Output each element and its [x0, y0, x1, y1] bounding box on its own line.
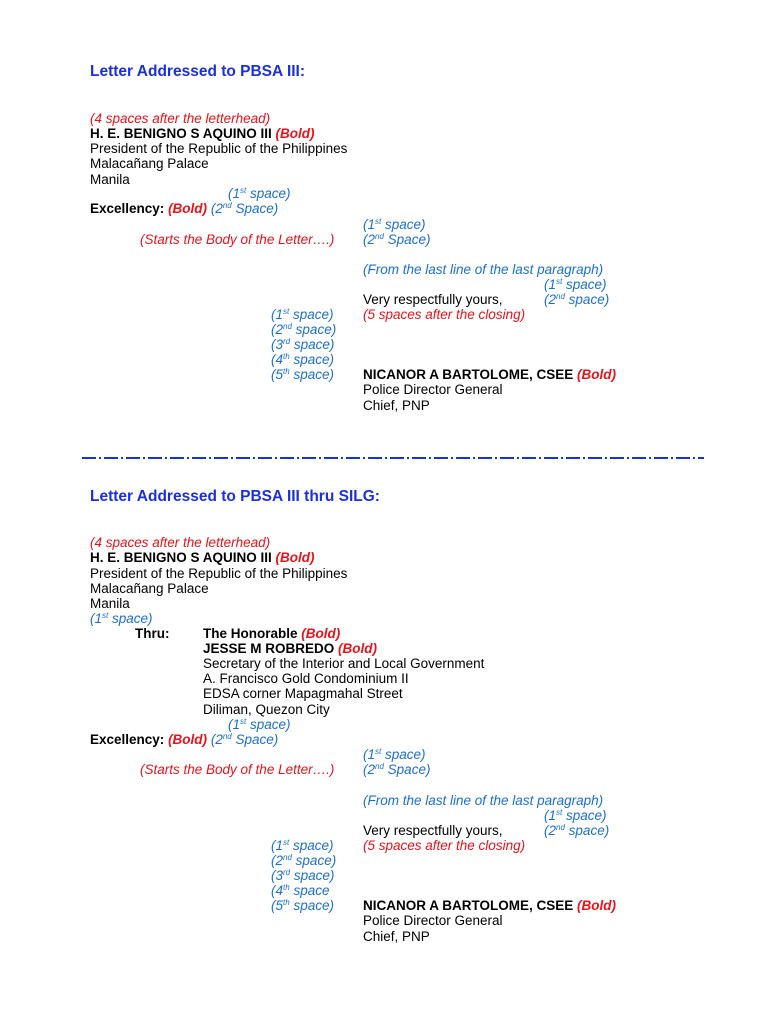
address-line1: Malacañang Palace: [90, 581, 209, 596]
closing-spaces-note: (5 spaces after the closing): [363, 838, 526, 853]
bold-marker: (Bold): [577, 898, 617, 913]
letterhead-note: (4 spaces after the letterhead): [90, 535, 271, 550]
bold-marker: (Bold): [301, 626, 341, 641]
space-note: (5th space): [271, 898, 334, 913]
closing: Very respectfully yours,: [363, 292, 503, 307]
salutation-line: [90, 732, 278, 747]
closing-note: (From the last line of the last paragraph): [363, 262, 604, 277]
bold-marker: (Bold): [275, 550, 315, 565]
space-note: (2nd space): [271, 853, 337, 868]
salutation: Excellency:: [90, 201, 165, 216]
address-line2: Manila: [90, 172, 130, 187]
signatory-office: Chief, PNP: [363, 929, 430, 944]
space-note: (1st space): [544, 277, 607, 292]
thru-address3: Diliman, Quezon City: [203, 702, 330, 717]
space-note: (1st space): [363, 747, 426, 762]
salutation-line: [90, 201, 278, 216]
signatory-name: NICANOR A BARTOLOME, CSEE: [363, 898, 574, 913]
section1-title: Letter Addressed to PBSA III:: [90, 63, 306, 80]
addressee-title: President of the Republic of the Philippines: [90, 141, 348, 156]
address-line2: Manila: [90, 596, 130, 611]
thru-label: Thru:: [135, 626, 170, 641]
space-note: (1st space): [228, 717, 291, 732]
space-note: (1st space): [271, 307, 334, 322]
space-note: (4th space): [271, 352, 334, 367]
signatory-line: [363, 898, 616, 913]
body-note: (Starts the Body of the Letter….): [140, 232, 335, 247]
bold-marker: (Bold): [338, 641, 378, 656]
space-note: (2nd Space): [363, 762, 431, 777]
space-note: (1st space): [271, 838, 334, 853]
section2-title: Letter Addressed to PBSA III thru SILG:: [90, 488, 380, 505]
space-note: (2nd Space): [210, 201, 279, 216]
space-note: (1st space): [544, 808, 607, 823]
addressee-name-line: [90, 126, 315, 141]
space-note: (2nd Space): [363, 232, 431, 247]
signatory-title: Police Director General: [363, 913, 503, 928]
thru-honorific-line: [203, 626, 340, 641]
space-note: (1st space): [228, 186, 291, 201]
closing: Very respectfully yours,: [363, 823, 503, 838]
addressee-name: H. E. BENIGNO S AQUINO III: [90, 550, 272, 565]
thru-name: JESSE M ROBREDO: [203, 641, 335, 656]
space-note: (1st space): [90, 611, 153, 626]
space-note: (5th space): [271, 367, 334, 382]
thru-honorific: The Honorable: [203, 626, 298, 641]
thru-name-line: [203, 641, 377, 656]
salutation: Excellency:: [90, 732, 165, 747]
space-note: (3rd space): [271, 868, 335, 883]
thru-title: Secretary of the Interior and Local Government: [203, 656, 485, 671]
letterhead-note: (4 spaces after the letterhead): [90, 111, 271, 126]
body-note: (Starts the Body of the Letter….): [140, 762, 335, 777]
signatory-name: NICANOR A BARTOLOME, CSEE: [363, 367, 574, 382]
bold-marker: (Bold): [168, 201, 208, 216]
closing-spaces-note: (5 spaces after the closing): [363, 307, 526, 322]
bold-marker: (Bold): [168, 732, 208, 747]
addressee-name: H. E. BENIGNO S AQUINO III: [90, 126, 272, 141]
space-note: (2nd Space): [210, 732, 279, 747]
bold-marker: (Bold): [275, 126, 315, 141]
thru-address2: EDSA corner Mapagmahal Street: [203, 686, 403, 701]
addressee-title: President of the Republic of the Philippines: [90, 566, 348, 581]
closing-note: (From the last line of the last paragraph): [363, 793, 604, 808]
space-note: (2nd space): [544, 823, 610, 838]
signatory-line: [363, 367, 616, 382]
space-note: (4th space: [271, 883, 330, 898]
space-note: (3rd space): [271, 337, 335, 352]
space-note: (1st space): [363, 217, 426, 232]
signatory-office: Chief, PNP: [363, 398, 430, 413]
signatory-title: Police Director General: [363, 382, 503, 397]
section-divider: [82, 457, 704, 459]
address-line1: Malacañang Palace: [90, 156, 209, 171]
thru-address1: A. Francisco Gold Condominium II: [203, 671, 409, 686]
space-note: (2nd space): [544, 292, 610, 307]
addressee-name-line: [90, 550, 315, 565]
space-note: (2nd space): [271, 322, 337, 337]
bold-marker: (Bold): [577, 367, 617, 382]
